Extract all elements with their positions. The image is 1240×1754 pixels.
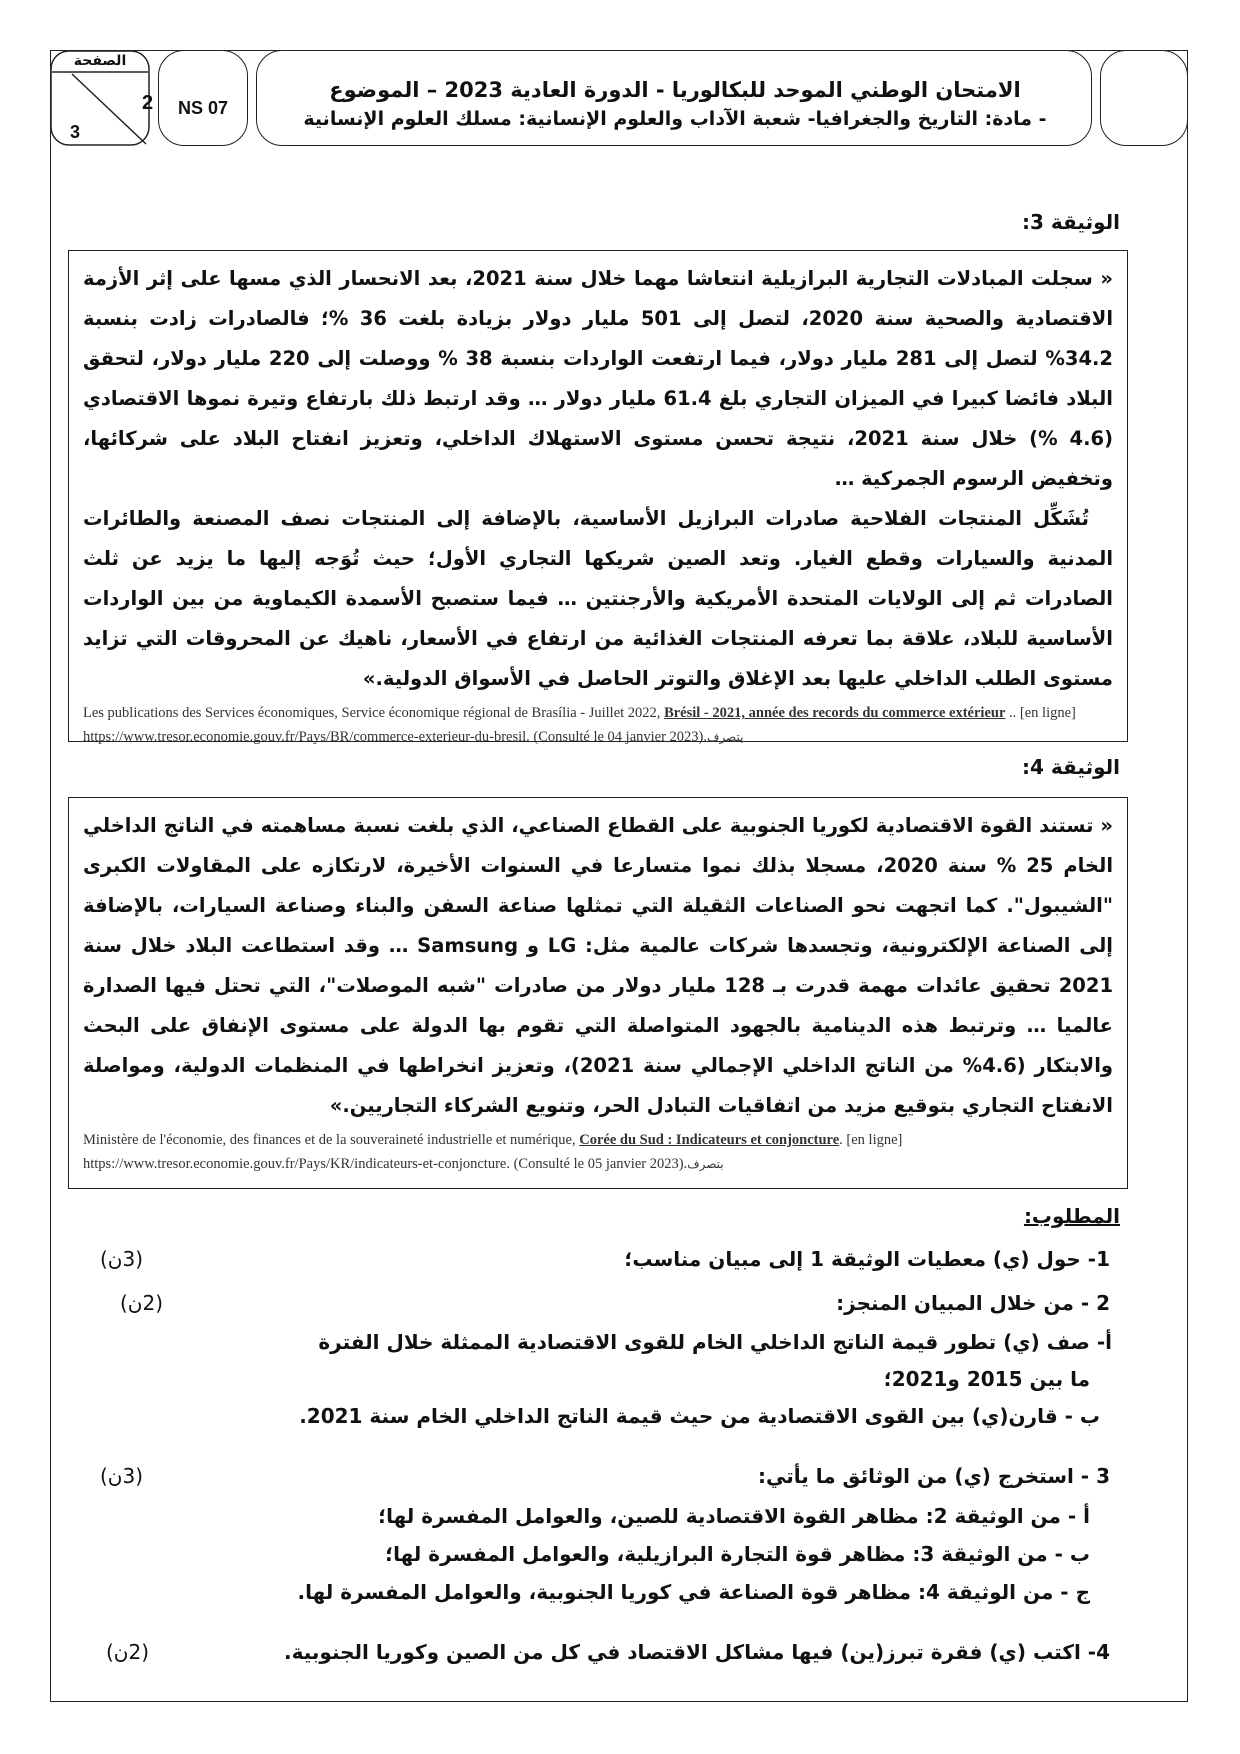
question-2: 2 - من خلال المبيان المنجز: xyxy=(836,1291,1110,1315)
question-2a-line1: أ- صف (ي) تطور قيمة الناتج الداخلي الخام للقوى الاقتصادية الممثلة خلال الفترة xyxy=(318,1330,1112,1354)
question-4: 4- اكتب (ي) فقرة تبرز(ين) فيها مشاكل الاقتصاد في كل من الصين وكوريا الجنوبية. xyxy=(284,1640,1110,1664)
question-1: 1- حول (ي) معطيات الوثيقة 1 إلى مبيان مناسب؛ xyxy=(624,1247,1110,1271)
question-4-points: (2ن) xyxy=(106,1640,150,1664)
doc3-source-post: .. [en ligne] https://www.tresor.economie.gouv.fr/Pays/BR/commerce-exterieur-du-bresil. (Consulté le 04 janvier 2023). xyxy=(83,705,1076,745)
page-total: 3 xyxy=(70,122,81,142)
question-2-points: (2ن) xyxy=(120,1291,164,1315)
required-title: المطلوب: xyxy=(1023,1204,1120,1228)
doc3-paragraph-2: تُشَكِّل المنتجات الفلاحية صادرات البرازيل الأساسية، بالإضافة إلى المنتجات نصف المصنعة والطائرات المدنية والسيارات وقطع الغيار. وتعد الصين شريكها التجاري الأول؛ حيث تُوَجه إليها ما يزيد عن ثلث الصادرات ثم إلى الولايات المتحدة الأمريكية والأرجنتين … فيما ستصبح الأسمدة الكيماوية من بين الواردات الأساسية للبلاد، علاقة بما تعرفه المنتجات الغذائية من ارتفاع في الأسعار، ناهيك عن المحروقات التي تزايد مستوى الطلب الداخلي عليها بعد الإغلاق والتوتر الحاصل في الأسواق الدولية.» xyxy=(83,507,1113,690)
exam-code: NS 07 xyxy=(177,98,229,118)
doc3-source-title: Brésil - 2021, année des records du commerce extérieur xyxy=(664,705,1006,721)
doc4-source-note: بتصرف xyxy=(687,1157,724,1171)
doc4-source-title: Corée du Sud : Indicateurs et conjoncture xyxy=(579,1132,840,1148)
doc3-source xyxy=(83,701,1113,749)
doc4-title: الوثيقة 4: xyxy=(1022,755,1120,779)
question-3c: ج - من الوثيقة 4: مظاهر قوة الصناعة في كوريا الجنوبية، والعوامل المفسرة لها. xyxy=(297,1580,1090,1604)
doc4-box xyxy=(68,797,1128,1189)
doc3-paragraph-1: « سجلت المبادلات التجارية البرازيلية انتعاشا مهما خلال سنة 2021، بعد الانحسار الذي مسها على إثر الأزمة الاقتصادية والصحية سنة 2020، لتصل إلى 501 مليار دولار بزيادة بلغت 36 %؛ فالصادرات زادت بنسبة 34.2% لتصل إلى 281 مليار دولار، فيما ارتفعت الواردات بنسبة 38 % ووصلت إلى 220 مليار دولار، لتحقق البلاد فائضا كبيرا في الميزان التجاري بلغ 61.4 مليار دولار … وقد ارتبط ذلك بارتفاع وتيرة نموها الاقتصادي (4.6 %) خلال سنة 2021، نتيجة تحسن مستوى الاستهلاك الداخلي، وتعزيز انفتاح البلاد على شركائها، وتخفيض الرسوم الجمركية … xyxy=(83,267,1113,490)
question-2b: ب - قارن(ي) بين القوى الاقتصادية من حيث قيمة الناتج الداخلي الخام سنة 2021. xyxy=(299,1404,1100,1428)
doc3-source-note: بتصرف xyxy=(707,730,744,744)
exam-subject: - مادة: التاريخ والجغرافيا- شعبة الآداب والعلوم الإنسانية: مسلك العلوم الإنسانية xyxy=(303,108,1047,130)
page-number: 2 xyxy=(142,92,154,114)
question-3b: ب - من الوثيقة 3: مظاهر قوة التجارة البرازيلية، والعوامل المفسرة لها؛ xyxy=(385,1542,1090,1566)
doc3-box xyxy=(68,250,1128,745)
doc4-paragraph: « تستند القوة الاقتصادية لكوريا الجنوبية على القطاع الصناعي، الذي بلغت نسبة مساهمته في الناتج الداخلي الخام 25 % سنة 2020، مسجلا بذلك نموا متسارعا في السنوات الأخيرة، لارتكازه على المقاولات الكبرى "الشيبول". كما اتجهت نحو الصناعات الثقيلة التي تمثلها صناعة السفن والبناء وصناعة السيارات، بالإضافة إلى الصناعة الإلكترونية، وتجسدها شركات عالمية مثل: LG و Samsung … وقد استطاعت البلاد خلال سنة 2021 تحقيق عائدات مهمة قدرت بـ 128 مليار دولار من صادرات "شبه الموصلات"، التي تحتل فيها الصدارة عالميا … وترتبط هذه الدينامية بالجهود المتواصلة التي تقوم بها الدولة على مستوى الإنفاق على البحث والابتكار (4.6% من الناتج الداخلي الإجمالي سنة 2021)، وتعزيز انخراطها في المنظمات الدولية، ومواصلة الانفتاح التجاري بتوقيع مزيد من اتفاقيات التبادل الحر، وتنويع الشركاء التجاريين.» xyxy=(83,814,1114,1117)
doc3-title: الوثيقة 3: xyxy=(1022,210,1120,234)
question-3: 3 - استخرج (ي) من الوثائق ما يأتي: xyxy=(757,1464,1110,1488)
question-3-points: (3ن) xyxy=(100,1464,144,1488)
header-right-box xyxy=(1100,50,1188,146)
doc4-source-post: . [en ligne] https://www.tresor.economie.gouv.fr/Pays/KR/indicateurs-et-conjoncture. (Consulté le 05 janvier 2023). xyxy=(83,1132,903,1172)
question-2a-line2: ما بين 2015 و2021؛ xyxy=(883,1367,1090,1391)
exam-title: الامتحان الوطني الموحد للبكالوريا - الدورة العادية 2023 – الموضوع xyxy=(329,78,1021,102)
doc3-source-pre: Les publications des Services économiques, Service économique régional de Brasília - Juillet 2022, xyxy=(83,705,665,721)
page-label: الصفحة xyxy=(73,53,127,69)
question-1-points: (3ن) xyxy=(100,1247,144,1271)
question-3a: أ - من الوثيقة 2: مظاهر القوة الاقتصادية للصين، والعوامل المفسرة لها؛ xyxy=(378,1504,1090,1528)
doc4-source-pre: Ministère de l'économie, des finances et de la souveraineté industrielle et numérique, xyxy=(83,1132,580,1148)
doc4-source xyxy=(83,1128,1113,1176)
